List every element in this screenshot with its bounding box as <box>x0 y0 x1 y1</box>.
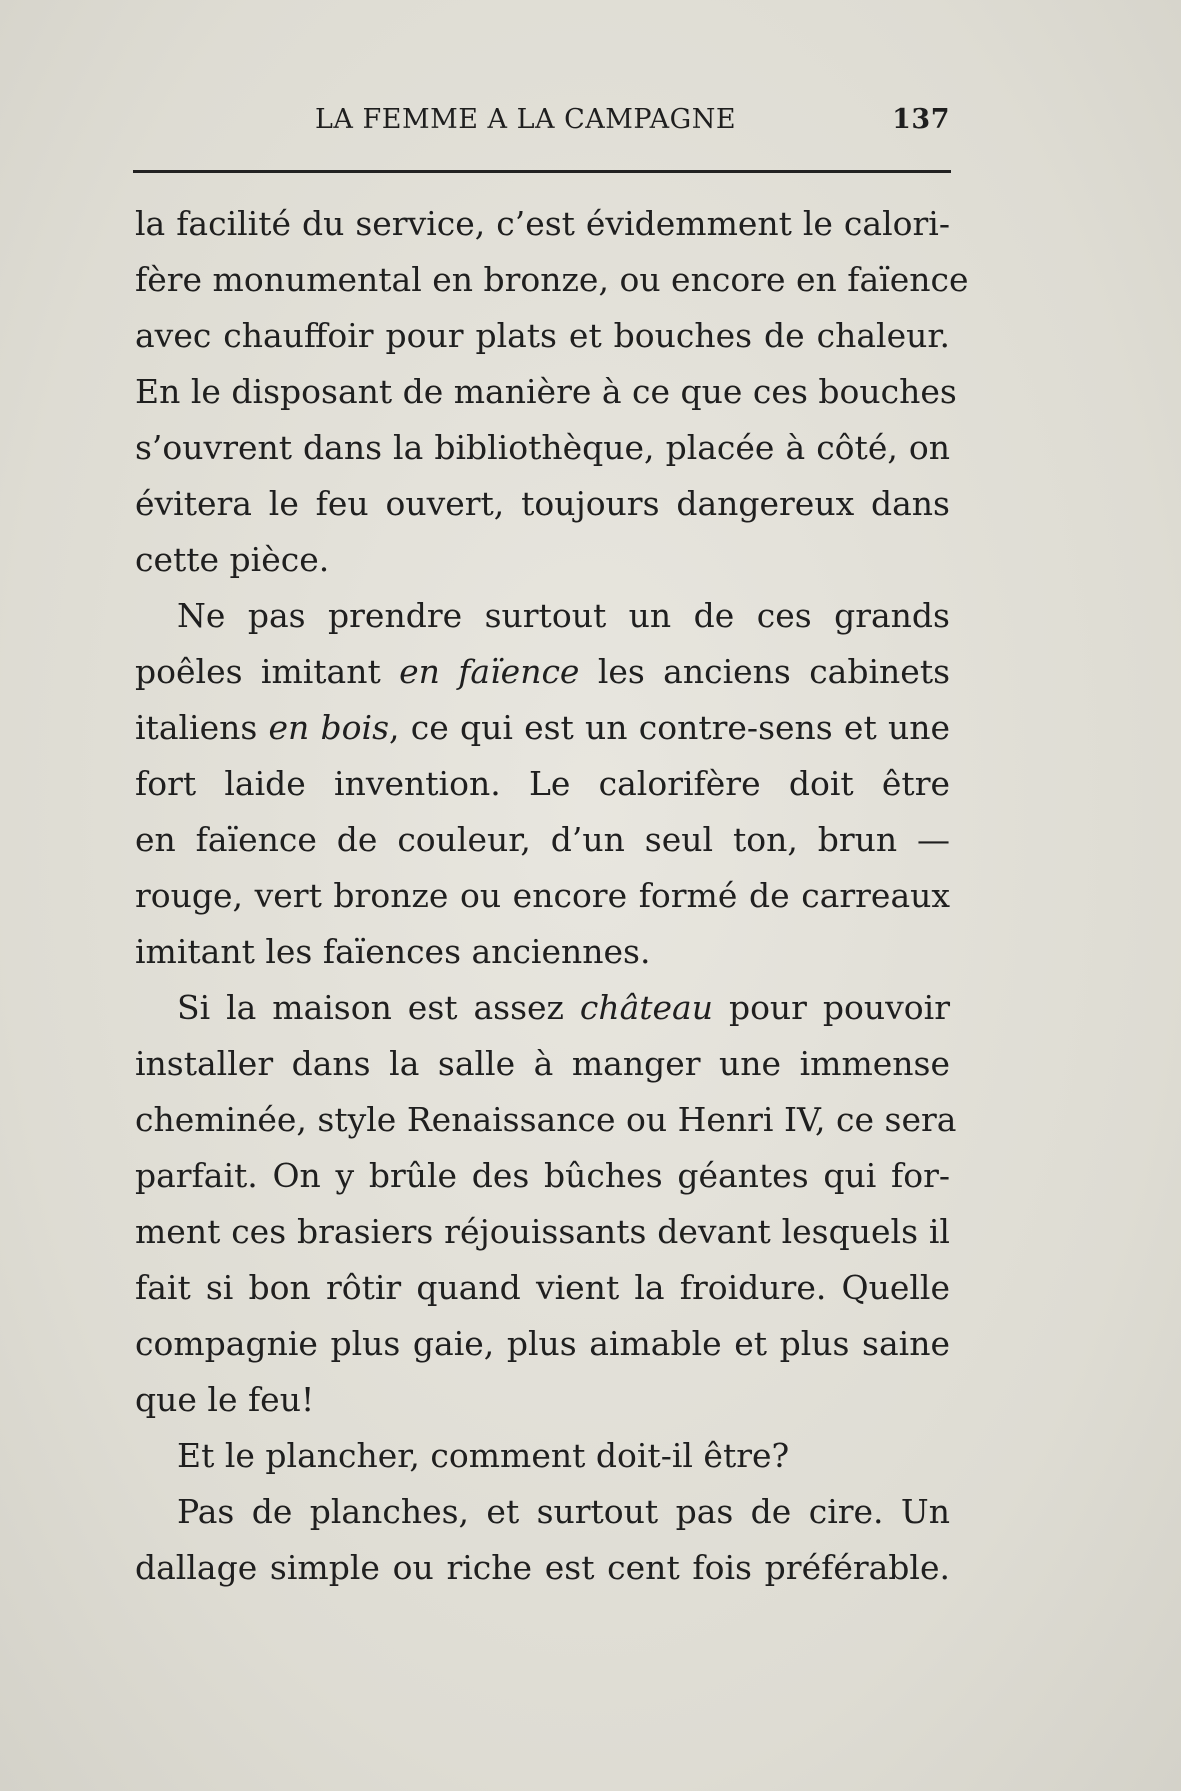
text-segment: parfait. On y brûle des bûches géantes qui for- <box>135 1156 950 1195</box>
body-text <box>135 196 969 1596</box>
text-segment: en faïence de couleur, d’un seul ton, brun — <box>135 820 950 859</box>
text-segment: Ne pas prendre surtout un de ces grands <box>177 596 950 635</box>
text-segment: poêles imitant <box>135 652 400 691</box>
text-segment: la facilité du service, c’est évidemment le calori- <box>135 204 950 243</box>
text-line <box>135 812 950 868</box>
text-line <box>135 1316 950 1372</box>
text-segment: ment ces brasiers réjouissants devant lesquels il <box>135 1212 950 1251</box>
text-line <box>135 420 950 476</box>
text-segment: , ce qui est un contre-sens et une <box>389 708 950 747</box>
text-line <box>135 364 957 420</box>
text-line <box>135 1036 950 1092</box>
running-header <box>135 104 950 144</box>
text-segment: En le disposant de manière à ce que ces bouches <box>135 372 957 411</box>
text-segment: s’ouvrent dans la bibliothèque, placée à côté, on <box>135 428 950 467</box>
text-line <box>135 868 950 924</box>
text-line <box>135 252 969 308</box>
text-line <box>135 1372 950 1428</box>
text-line <box>135 1428 950 1484</box>
text-segment: fère monumental en bronze, ou encore en faïence <box>135 260 969 299</box>
text-segment: dallage simple ou riche est cent fois préférable. <box>135 1548 950 1587</box>
text-segment: avec chauffoir pour plats et bouches de chaleur. <box>135 316 950 355</box>
text-line <box>135 196 950 252</box>
text-segment: les anciens cabinets <box>579 652 951 691</box>
text-segment: installer dans la salle à manger une immense <box>135 1044 950 1083</box>
text-segment: rouge, vert bronze ou encore formé de carreaux <box>135 876 950 915</box>
text-line <box>135 924 950 980</box>
text-segment: fait si bon rôtir quand vient la froidure. Quelle <box>135 1268 950 1307</box>
text-line <box>135 1260 950 1316</box>
header-rule <box>133 170 951 173</box>
text-line <box>135 700 950 756</box>
text-segment: pour pouvoir <box>713 988 950 1027</box>
text-segment: italiens <box>135 708 269 747</box>
text-line <box>135 756 950 812</box>
text-segment: Pas de planches, et surtout pas de cire. Un <box>177 1492 950 1531</box>
italic-text: en bois <box>268 708 390 747</box>
italic-text: château <box>579 988 713 1027</box>
text-line <box>135 1148 950 1204</box>
text-line <box>135 980 950 1036</box>
text-segment: fort laide invention. Le calorifère doit être <box>135 764 950 803</box>
text-segment: évitera le feu ouvert, toujours dangereux dans <box>135 484 950 523</box>
text-line <box>135 644 950 700</box>
text-line <box>135 1484 950 1540</box>
text-segment: compagnie plus gaie, plus aimable et plus saine <box>135 1324 950 1363</box>
italic-text: en faïence <box>399 652 580 691</box>
text-segment: cheminée, style Renaissance ou Henri IV, ce sera <box>135 1100 957 1139</box>
text-segment: cette pièce. <box>135 540 330 579</box>
text-segment: Si la maison est assez <box>177 988 580 1027</box>
text-segment: imitant les faïences anciennes. <box>135 932 651 971</box>
text-line <box>135 1540 950 1596</box>
running-title: LA FEMME A LA CAMPAGNE <box>315 104 737 135</box>
text-segment: que le feu! <box>135 1380 315 1419</box>
text-line <box>135 588 950 644</box>
text-line <box>135 532 950 588</box>
page-number: 137 <box>892 104 950 135</box>
text-line <box>135 1092 957 1148</box>
text-line <box>135 476 950 532</box>
text-line <box>135 308 950 364</box>
text-line <box>135 1204 950 1260</box>
text-segment: Et le plancher, comment doit-il être? <box>177 1436 790 1475</box>
